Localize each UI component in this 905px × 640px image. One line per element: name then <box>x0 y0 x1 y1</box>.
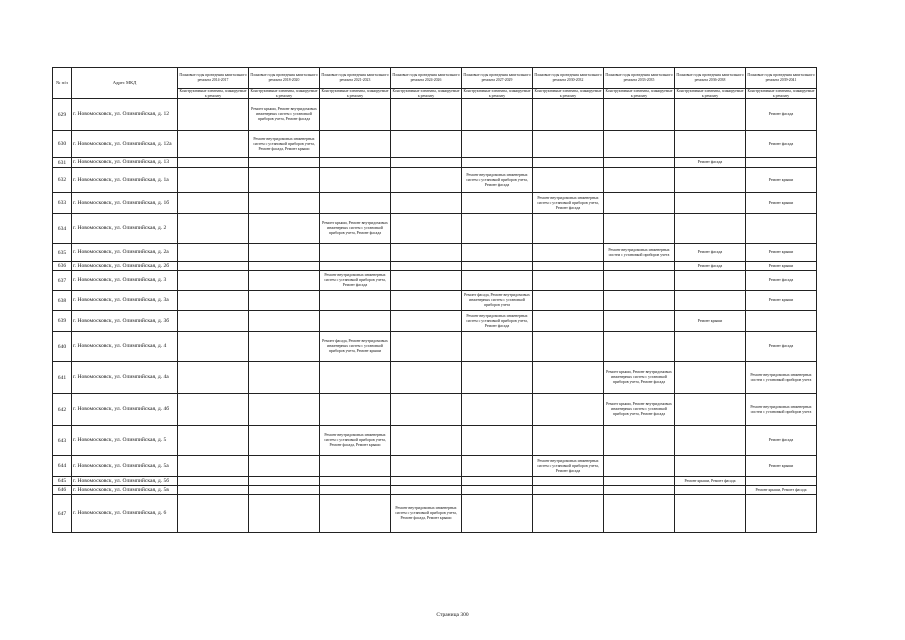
row-address: г. Новомосковск, ул. Олимпийская, д. 6 <box>72 495 178 533</box>
work-cell: Ремонт крыши <box>746 244 817 262</box>
work-cell <box>178 244 249 262</box>
work-cell: Ремонт фасада <box>675 244 746 262</box>
table-row <box>53 426 817 456</box>
header-row <box>53 68 817 89</box>
row-address: г. Новомосковск, ул. Олимпийская, д. 1а <box>72 168 178 193</box>
repair-schedule-table <box>52 67 817 533</box>
work-cell: Ремонт внутридомовых инженерных систем с установкой приборов учета, Ремонт фасада <box>533 456 604 477</box>
row-address: г. Новомосковск, ул. Олимпийская, д. 1б <box>72 193 178 214</box>
work-cell: Ремонт внутридомовых инженерных систем с установкой приборов учета, Ремонт фасада <box>462 168 533 193</box>
work-cell <box>746 214 817 244</box>
work-cell <box>533 495 604 533</box>
row-address: г. Новомосковск, ул. Олимпийская, д. 13 <box>72 158 178 168</box>
work-cell <box>604 131 675 158</box>
work-cell <box>178 262 249 271</box>
work-cell <box>320 262 391 271</box>
work-cell <box>249 477 320 486</box>
header-period: Плановые годы проведения капитального ремонта 2030-2032 <box>533 68 604 89</box>
work-cell <box>604 477 675 486</box>
subheader-elements: Конструктивные элементы, планируемые к ремонту <box>178 89 249 99</box>
work-cell <box>391 193 462 214</box>
work-cell <box>249 214 320 244</box>
work-cell <box>675 362 746 394</box>
work-cell <box>675 456 746 477</box>
work-cell <box>533 158 604 168</box>
row-number: 638 <box>53 291 72 311</box>
work-cell <box>675 131 746 158</box>
work-cell: Ремонт фасада <box>746 99 817 131</box>
row-number: 646 <box>53 486 72 495</box>
subheader-elements: Конструктивные элементы, планируемые к ремонту <box>604 89 675 99</box>
work-cell: Ремонт крыши <box>746 291 817 311</box>
work-cell: Ремонт фасада <box>675 158 746 168</box>
work-cell <box>391 168 462 193</box>
work-cell <box>391 477 462 486</box>
work-cell <box>675 495 746 533</box>
work-cell: Ремонт внутридомовых инженерных систем с установкой приборов учета, Ремонт фасада <box>533 193 604 214</box>
work-cell <box>533 311 604 332</box>
work-cell <box>462 426 533 456</box>
work-cell <box>604 495 675 533</box>
work-cell <box>391 456 462 477</box>
work-cell <box>249 291 320 311</box>
table-row <box>53 291 817 311</box>
work-cell <box>462 394 533 426</box>
work-cell <box>249 362 320 394</box>
work-cell: Ремонт крыши <box>746 456 817 477</box>
table-row <box>53 262 817 271</box>
work-cell: Ремонт внутридомовых инженерных систем с установкой приборов учета <box>746 394 817 426</box>
work-cell <box>533 262 604 271</box>
work-cell <box>391 158 462 168</box>
header-period: Плановые годы проведения капитального ремонта 2024-2026 <box>391 68 462 89</box>
work-cell <box>391 131 462 158</box>
work-cell <box>462 362 533 394</box>
table-row <box>53 168 817 193</box>
work-cell <box>391 214 462 244</box>
table-row <box>53 158 817 168</box>
work-cell <box>320 477 391 486</box>
work-cell: Ремонт крыши <box>675 311 746 332</box>
work-cell <box>675 486 746 495</box>
work-cell <box>320 456 391 477</box>
header-period: Плановые годы проведения капитального ремонта 2021-2023 <box>320 68 391 89</box>
work-cell <box>462 486 533 495</box>
work-cell <box>178 193 249 214</box>
work-cell <box>746 311 817 332</box>
work-cell <box>320 99 391 131</box>
work-cell <box>675 394 746 426</box>
work-cell <box>249 271 320 291</box>
work-cell <box>533 99 604 131</box>
table-row <box>53 244 817 262</box>
work-cell <box>533 244 604 262</box>
work-cell <box>462 99 533 131</box>
work-cell <box>533 271 604 291</box>
work-cell <box>604 332 675 362</box>
header-period: Плановые годы проведения капитального ремонта 2018-2020 <box>249 68 320 89</box>
work-cell <box>249 244 320 262</box>
work-cell: Ремонт внутридомовых инженерных систем с установкой приборов учета, Ремонт фасада, Ремонт крыши <box>391 495 462 533</box>
row-address: г. Новомосковск, ул. Олимпийская, д. 5б <box>72 477 178 486</box>
work-cell <box>462 332 533 362</box>
work-cell: Ремонт фасада <box>746 426 817 456</box>
work-cell <box>178 214 249 244</box>
work-cell <box>249 168 320 193</box>
work-cell <box>391 332 462 362</box>
work-cell <box>391 394 462 426</box>
work-cell <box>178 131 249 158</box>
row-number: 633 <box>53 193 72 214</box>
work-cell <box>533 291 604 311</box>
work-cell <box>178 486 249 495</box>
work-cell <box>178 426 249 456</box>
table-row <box>53 486 817 495</box>
work-cell <box>462 271 533 291</box>
work-cell <box>533 131 604 158</box>
work-cell <box>675 193 746 214</box>
work-cell <box>604 456 675 477</box>
work-cell <box>604 271 675 291</box>
work-cell <box>178 99 249 131</box>
work-cell <box>320 158 391 168</box>
row-number: 635 <box>53 244 72 262</box>
work-cell <box>391 244 462 262</box>
work-cell <box>249 426 320 456</box>
work-cell <box>249 332 320 362</box>
row-address: г. Новомосковск, ул. Олимпийская, д. 2б <box>72 262 178 271</box>
table-row <box>53 99 817 131</box>
page-number: Страница 300 <box>436 612 469 618</box>
work-cell <box>675 168 746 193</box>
row-address: г. Новомосковск, ул. Олимпийская, д. 2а <box>72 244 178 262</box>
work-cell: Ремонт фасада, Ремонт внутридомовых инженерных систем с установкой приборов учета, Ремонт крыши <box>320 332 391 362</box>
work-cell <box>462 193 533 214</box>
work-cell <box>249 486 320 495</box>
subheader-elements: Конструктивные элементы, планируемые к ремонту <box>675 89 746 99</box>
work-cell <box>462 244 533 262</box>
work-cell <box>462 477 533 486</box>
work-cell <box>249 311 320 332</box>
work-cell: Ремонт внутридомовых инженерных систем с установкой приборов учета, Ремонт фасада <box>462 311 533 332</box>
work-cell <box>391 271 462 291</box>
row-number: 640 <box>53 332 72 362</box>
work-cell <box>320 244 391 262</box>
table-body <box>53 99 817 533</box>
work-cell <box>462 158 533 168</box>
work-cell <box>462 456 533 477</box>
row-number: 634 <box>53 214 72 244</box>
work-cell <box>320 168 391 193</box>
work-cell <box>604 311 675 332</box>
row-number: 639 <box>53 311 72 332</box>
work-cell <box>604 486 675 495</box>
work-cell <box>249 456 320 477</box>
row-number: 644 <box>53 456 72 477</box>
work-cell: Ремонт крыши, Ремонт внутридомовых инженерных систем с установкой приборов учета, Ремонт фасада <box>604 394 675 426</box>
work-cell <box>391 426 462 456</box>
work-cell <box>391 311 462 332</box>
row-number: 629 <box>53 99 72 131</box>
work-cell <box>391 99 462 131</box>
table-row <box>53 394 817 426</box>
subheader-elements: Конструктивные элементы, планируемые к ремонту <box>391 89 462 99</box>
work-cell <box>604 214 675 244</box>
work-cell <box>249 193 320 214</box>
work-cell <box>178 362 249 394</box>
table-row <box>53 193 817 214</box>
work-cell <box>249 394 320 426</box>
work-cell: Ремонт крыши, Ремонт внутридомовых инженерных систем с установкой приборов учета, Ремонт фасада <box>249 99 320 131</box>
work-cell <box>746 477 817 486</box>
work-cell: Ремонт крыши, Ремонт внутридомовых инженерных систем с установкой приборов учета, Ремонт фасада <box>320 214 391 244</box>
row-address: г. Новомосковск, ул. Олимпийская, д. 4б <box>72 394 178 426</box>
row-address: г. Новомосковск, ул. Олимпийская, д. 3 <box>72 271 178 291</box>
work-cell <box>320 193 391 214</box>
table-row <box>53 362 817 394</box>
row-address: г. Новомосковск, ул. Олимпийская, д. 12а <box>72 131 178 158</box>
row-number: 630 <box>53 131 72 158</box>
work-cell <box>533 486 604 495</box>
work-cell <box>533 477 604 486</box>
work-cell <box>604 193 675 214</box>
table-row <box>53 477 817 486</box>
work-cell <box>675 99 746 131</box>
work-cell: Ремонт внутридомовых инженерных систем с установкой приборов учета, Ремонт фасада, Ремонт крыши <box>320 426 391 456</box>
row-address: г. Новомосковск, ул. Олимпийская, д. 5 <box>72 426 178 456</box>
work-cell <box>604 158 675 168</box>
work-cell <box>533 362 604 394</box>
work-cell <box>533 214 604 244</box>
work-cell <box>604 426 675 456</box>
row-address: г. Новомосковск, ул. Олимпийская, д. 4 <box>72 332 178 362</box>
work-cell <box>178 394 249 426</box>
work-cell <box>675 291 746 311</box>
work-cell <box>249 158 320 168</box>
header-period: Плановые годы проведения капитального ремонта 2014-2017 <box>178 68 249 89</box>
work-cell <box>604 262 675 271</box>
work-cell <box>675 332 746 362</box>
work-cell <box>320 131 391 158</box>
work-cell <box>462 214 533 244</box>
row-number: 631 <box>53 158 72 168</box>
work-cell <box>604 99 675 131</box>
subheader-elements: Конструктивные элементы, планируемые к ремонту <box>746 89 817 99</box>
work-cell <box>462 131 533 158</box>
work-cell <box>391 362 462 394</box>
work-cell: Ремонт фасада <box>675 262 746 271</box>
work-cell <box>462 262 533 271</box>
subheader-elements: Конструктивные элементы, планируемые к ремонту <box>249 89 320 99</box>
work-cell <box>178 332 249 362</box>
header-period: Плановые годы проведения капитального ремонта 2036-2038 <box>675 68 746 89</box>
work-cell <box>533 426 604 456</box>
subheader-elements: Конструктивные элементы, планируемые к ремонту <box>533 89 604 99</box>
work-cell <box>533 168 604 193</box>
row-number: 632 <box>53 168 72 193</box>
work-cell <box>675 426 746 456</box>
work-cell <box>675 214 746 244</box>
work-cell <box>746 495 817 533</box>
work-cell <box>249 495 320 533</box>
work-cell: Ремонт крыши, Ремонт внутридомовых инженерных систем с установкой приборов учета, Ремонт фасада <box>604 362 675 394</box>
work-cell: Ремонт внутридомовых инженерных систем с установкой приборов учета <box>604 244 675 262</box>
work-cell: Ремонт внутридомовых инженерных систем с установкой приборов учета, Ремонт фасада <box>320 271 391 291</box>
work-cell: Ремонт крыши <box>746 168 817 193</box>
work-cell <box>391 486 462 495</box>
work-cell <box>391 262 462 271</box>
work-cell: Ремонт фасада <box>746 131 817 158</box>
work-cell: Ремонт крыши <box>746 193 817 214</box>
work-cell <box>178 495 249 533</box>
work-cell <box>178 311 249 332</box>
work-cell <box>604 168 675 193</box>
subheader-elements: Конструктивные элементы, планируемые к ремонту <box>320 89 391 99</box>
table-row <box>53 332 817 362</box>
work-cell: Ремонт крыши, Ремонт фасада <box>746 486 817 495</box>
work-cell <box>320 486 391 495</box>
header-num: № п/п <box>53 68 72 99</box>
row-address: г. Новомосковск, ул. Олимпийская, д. 2 <box>72 214 178 244</box>
header-period: Плановые годы проведения капитального ремонта 2033-2035 <box>604 68 675 89</box>
work-cell <box>178 158 249 168</box>
row-number: 647 <box>53 495 72 533</box>
row-number: 645 <box>53 477 72 486</box>
work-cell <box>320 495 391 533</box>
work-cell <box>178 477 249 486</box>
row-number: 643 <box>53 426 72 456</box>
table-row <box>53 311 817 332</box>
row-number: 641 <box>53 362 72 394</box>
work-cell <box>320 291 391 311</box>
header-period: Плановые годы проведения капитального ремонта 2027-2029 <box>462 68 533 89</box>
work-cell <box>178 271 249 291</box>
header-period: Плановые годы проведения капитального ремонта 2039-2041 <box>746 68 817 89</box>
row-address: г. Новомосковск, ул. Олимпийская, д. 3а <box>72 291 178 311</box>
work-cell <box>533 394 604 426</box>
work-cell: Ремонт крыши, Ремонт фасада <box>675 477 746 486</box>
work-cell <box>178 168 249 193</box>
table-row <box>53 131 817 158</box>
work-cell <box>746 158 817 168</box>
work-cell: Ремонт крыши <box>746 262 817 271</box>
work-cell <box>320 394 391 426</box>
work-cell <box>391 291 462 311</box>
work-cell <box>249 262 320 271</box>
row-address: г. Новомосковск, ул. Олимпийская, д. 4а <box>72 362 178 394</box>
table-row <box>53 271 817 291</box>
row-address: г. Новомосковск, ул. Олимпийская, д. 3б <box>72 311 178 332</box>
row-address: г. Новомосковск, ул. Олимпийская, д. 12 <box>72 99 178 131</box>
work-cell <box>462 495 533 533</box>
row-number: 637 <box>53 271 72 291</box>
row-number: 642 <box>53 394 72 426</box>
work-cell <box>178 456 249 477</box>
work-cell <box>320 362 391 394</box>
work-cell <box>320 311 391 332</box>
work-cell <box>533 332 604 362</box>
work-cell: Ремонт внутридомовых инженерных систем с установкой приборов учета, Ремонт фасада, Ремонт крыши <box>249 131 320 158</box>
work-cell: Ремонт внутридомовых инженерных систем с установкой приборов учета <box>746 362 817 394</box>
table-row <box>53 456 817 477</box>
row-address: г. Новомосковск, ул. Олимпийская, д. 5в <box>72 486 178 495</box>
row-number: 636 <box>53 262 72 271</box>
table-row <box>53 214 817 244</box>
header-address: Адрес МКД <box>72 68 178 99</box>
work-cell: Ремонт фасада <box>746 271 817 291</box>
work-cell: Ремонт фасада, Ремонт внутридомовых инженерных систем с установкой приборов учета <box>462 291 533 311</box>
work-cell: Ремонт фасада <box>746 332 817 362</box>
table-row <box>53 495 817 533</box>
row-address: г. Новомосковск, ул. Олимпийская, д. 5а <box>72 456 178 477</box>
subheader-elements: Конструктивные элементы, планируемые к ремонту <box>462 89 533 99</box>
work-cell <box>178 291 249 311</box>
work-cell <box>604 291 675 311</box>
work-cell <box>675 271 746 291</box>
